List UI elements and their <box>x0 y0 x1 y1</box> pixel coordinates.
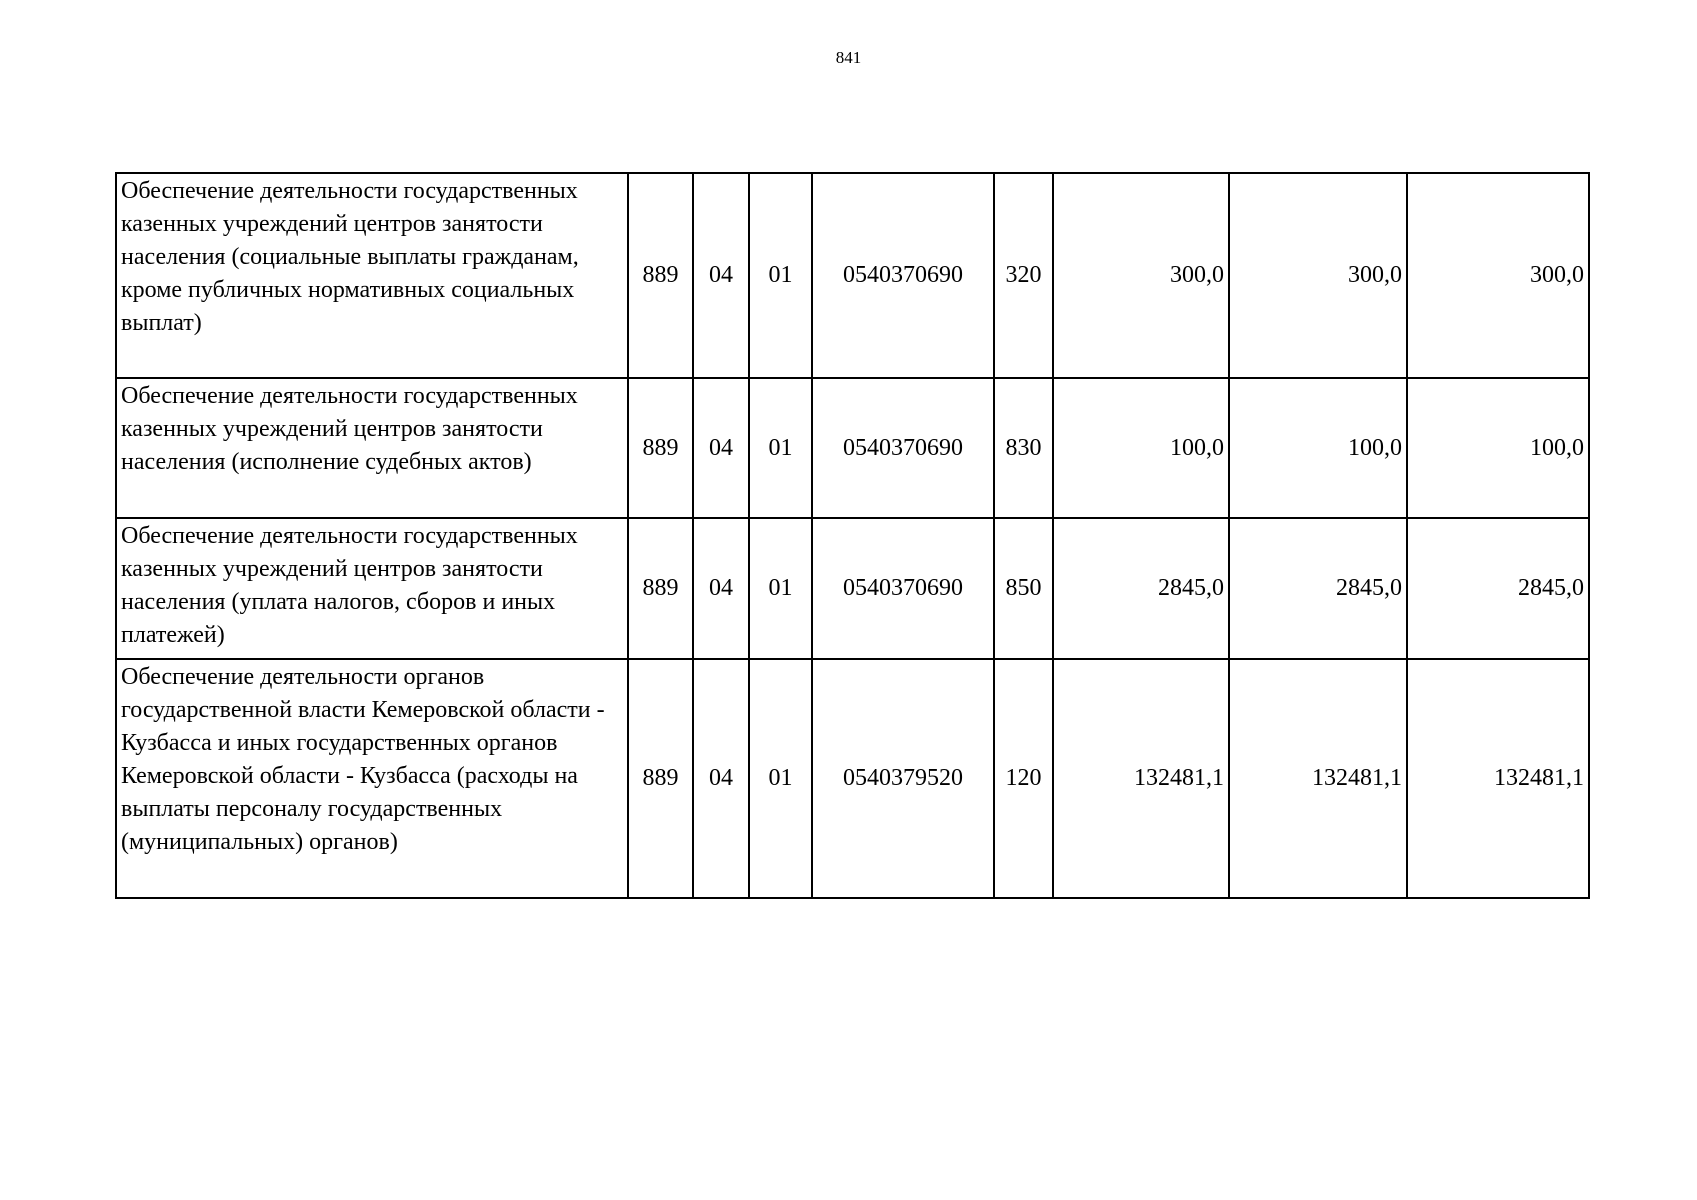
table-row <box>116 659 1589 898</box>
section-code: 04 <box>693 173 749 378</box>
amount-year-3: 100,0 <box>1407 378 1589 518</box>
section-code: 04 <box>693 518 749 659</box>
ministry-code: 889 <box>628 518 693 659</box>
amount-year-1: 100,0 <box>1053 378 1229 518</box>
budget-table <box>115 172 1590 899</box>
amount-year-3: 2845,0 <box>1407 518 1589 659</box>
expense-type-code: 320 <box>994 173 1053 378</box>
amount-year-2: 132481,1 <box>1229 659 1407 898</box>
amount-year-2: 100,0 <box>1229 378 1407 518</box>
target-item-code: 0540370690 <box>812 173 994 378</box>
amount-year-1: 300,0 <box>1053 173 1229 378</box>
ministry-code: 889 <box>628 378 693 518</box>
subsection-code: 01 <box>749 378 812 518</box>
table-row <box>116 518 1589 659</box>
ministry-code: 889 <box>628 173 693 378</box>
section-code: 04 <box>693 378 749 518</box>
table-row <box>116 173 1589 378</box>
row-name: Обеспечение деятельности государственных казенных учреждений центров занятости населения (исполнение судебных актов) <box>116 378 628 518</box>
amount-year-2: 2845,0 <box>1229 518 1407 659</box>
table-row <box>116 378 1589 518</box>
expense-type-code: 830 <box>994 378 1053 518</box>
row-name: Обеспечение деятельности органов государственной власти Кемеровской области - Кузбасса и иных государственных органов Кемеровской области - Кузбасса (расходы на выплаты персоналу государственных (муниципальных) органов) <box>116 659 628 898</box>
row-name: Обеспечение деятельности государственных казенных учреждений центров занятости населения (социальные выплаты гражданам, кроме публичных нормативных социальных выплат) <box>116 173 628 378</box>
target-item-code: 0540370690 <box>812 378 994 518</box>
expense-type-code: 850 <box>994 518 1053 659</box>
row-name: Обеспечение деятельности государственных казенных учреждений центров занятости населения (уплата налогов, сборов и иных платежей) <box>116 518 628 659</box>
target-item-code: 0540370690 <box>812 518 994 659</box>
amount-year-3: 132481,1 <box>1407 659 1589 898</box>
subsection-code: 01 <box>749 518 812 659</box>
amount-year-1: 132481,1 <box>1053 659 1229 898</box>
section-code: 04 <box>693 659 749 898</box>
amount-year-2: 300,0 <box>1229 173 1407 378</box>
ministry-code: 889 <box>628 659 693 898</box>
target-item-code: 0540379520 <box>812 659 994 898</box>
amount-year-3: 300,0 <box>1407 173 1589 378</box>
subsection-code: 01 <box>749 173 812 378</box>
amount-year-1: 2845,0 <box>1053 518 1229 659</box>
subsection-code: 01 <box>749 659 812 898</box>
expense-type-code: 120 <box>994 659 1053 898</box>
page-number: 841 <box>835 48 862 67</box>
